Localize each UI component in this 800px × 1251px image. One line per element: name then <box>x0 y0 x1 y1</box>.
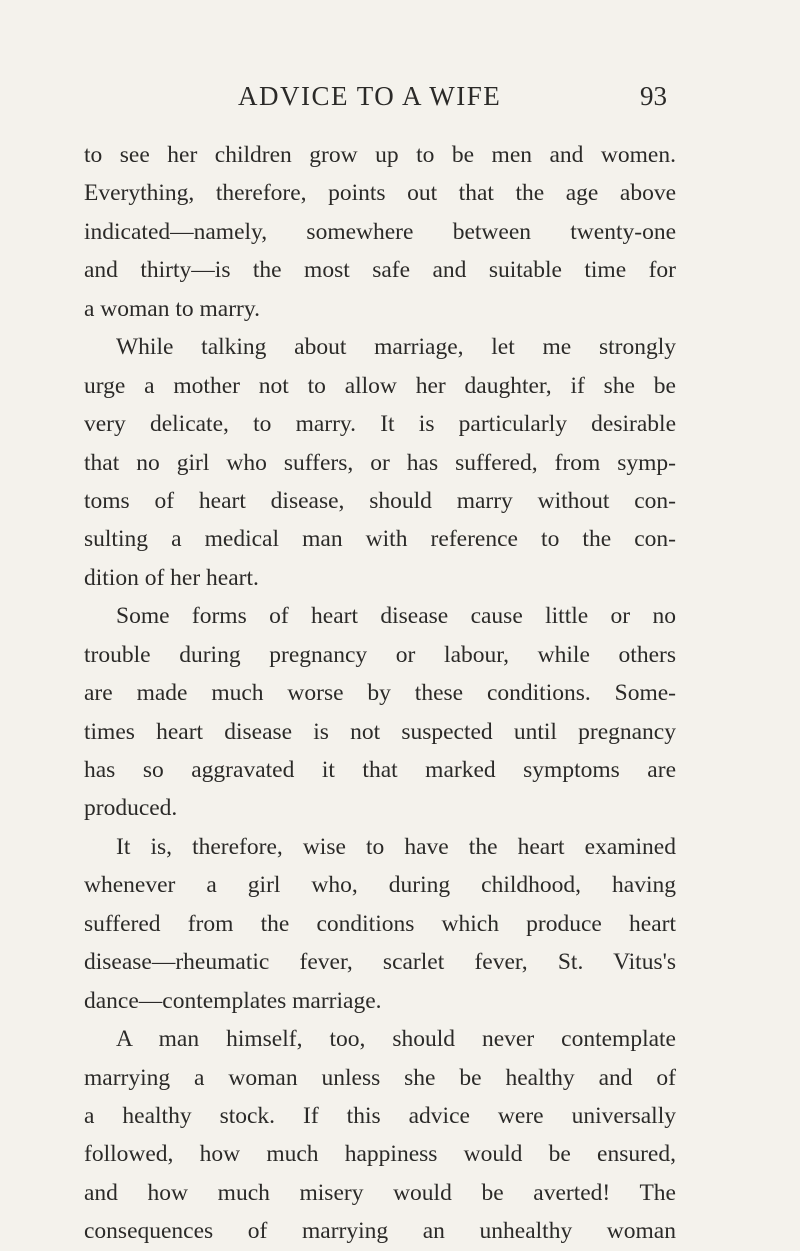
text-line: times heart disease is not suspected until pregnancy <box>84 718 676 745</box>
text-line: suffered from the conditions which produce heart <box>84 910 676 937</box>
text-line: and how much misery would be averted! The <box>84 1179 676 1206</box>
text-line: consequences of marrying an unhealthy woman <box>84 1218 676 1245</box>
text-line: and thirty—is the most safe and suitable time for <box>84 257 676 284</box>
text-line: A man himself, too, should never contemplate <box>116 1026 676 1053</box>
text-line: followed, how much happiness would be ensured, <box>84 1141 676 1168</box>
text-line: Everything, therefore, points out that the age above <box>84 180 676 207</box>
text-line: Some forms of heart disease cause little or no <box>116 603 676 630</box>
running-head: ADVICE TO A WIFE <box>238 81 502 111</box>
text-line: to see her children grow up to be men and women. <box>84 142 676 168</box>
text-line: whenever a girl who, during childhood, having <box>84 872 676 899</box>
text-line: disease—rheumatic fever, scarlet fever, St. Vitus's <box>84 949 676 976</box>
text-line: indicated—namely, somewhere between twenty-one <box>84 218 676 245</box>
page-header <box>0 76 800 116</box>
text-line: toms of heart disease, should marry without con- <box>84 487 676 514</box>
text-line: dition of her heart. <box>84 564 259 591</box>
text-line: sulting a medical man with reference to the con- <box>84 526 676 553</box>
page-number: 93 <box>640 81 667 111</box>
text-line: trouble during pregnancy or labour, while others <box>84 641 676 668</box>
text-line: has so aggravated it that marked symptoms are <box>84 757 676 783</box>
text-line: a healthy stock. If this advice were universally <box>84 1102 676 1129</box>
text-line: produced. <box>84 795 178 822</box>
text-line: are made much worse by these conditions. Some- <box>84 680 676 707</box>
text-line: that no girl who suffers, or has suffered, from symp- <box>84 449 676 476</box>
text-line: It is, therefore, wise to have the heart examined <box>116 833 676 860</box>
body-text <box>84 136 676 1251</box>
text-line: very delicate, to marry. It is particularly desirable <box>84 411 676 438</box>
text-line: marrying a woman unless she be healthy and of <box>84 1064 676 1091</box>
text-line: While talking about marriage, let me strongly <box>116 334 676 361</box>
text-line: dance—contemplates marriage. <box>84 987 382 1014</box>
text-line: urge a mother not to allow her daughter, if she be <box>84 372 676 399</box>
text-line: a woman to marry. <box>84 295 260 322</box>
